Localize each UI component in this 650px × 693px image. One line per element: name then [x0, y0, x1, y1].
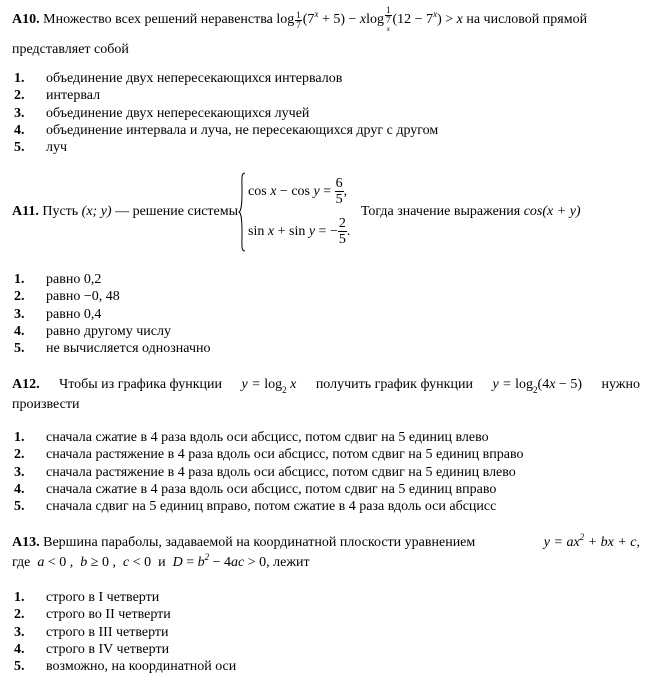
answer-option[interactable]: 4. объединение интервала и луча, не пересекающихся друг с другом [14, 122, 439, 138]
answer-option[interactable]: 3. объединение двух непересекающихся лучей [14, 105, 310, 121]
question-a12: A12. Чтобы из графика функции $y = \log_2 x$ получить график функции $y = \log_2(4x - 5)$ нужно произвести [12, 377, 640, 412]
question-number: A11. [12, 204, 39, 219]
answer-option[interactable]: 2. сначала растяжение в 4 раза вдоль оси абсцисс, потом сдвиг на 5 единиц вправо [14, 447, 524, 463]
question-number: A13. [12, 535, 40, 550]
question-number: A10. [12, 12, 40, 28]
answer-option[interactable]: 5. не вычисляется однозначно [14, 341, 211, 357]
answer-option[interactable]: 1. объединение двух непересекающихся интервалов [14, 71, 343, 86]
equation-system [238, 172, 350, 252]
answer-option[interactable]: 2. интервал [14, 88, 101, 104]
question-stem-line2: где a < 0 , b ≥ 0 , c < 0 и $D = b^2 - 4ac > 0$, лежит [12, 552, 310, 570]
parabola-formula: $y = ax^2$ + bx + c, [543, 532, 640, 550]
discriminant-formula: $D = b^2 - 4ac > 0$ [172, 552, 267, 570]
answer-option[interactable]: 2. равно −0, 48 [14, 289, 120, 305]
answer-option[interactable]: 5. возможно, на координатной оси [14, 659, 237, 675]
answer-option[interactable]: 4. строго в IV четверти [14, 641, 170, 657]
question-a10: A10. Множество всех решений неравенства log $\frac{1}{7}$ $(7^x + 5) - xlog$ 1 7 x $(12 - 7^x) > x$ на числовой прямой представляет собой [12, 6, 640, 60]
question-stem: A12. Чтобы из графика функции $y = \log_2 x$ получить график функции $y = \log_2(4x - 5)$ нужно [12, 377, 640, 395]
question-a13 [12, 533, 640, 573]
answer-option[interactable]: 3. строго в III четверти [14, 624, 169, 640]
question-a11 [12, 172, 640, 252]
answer-option[interactable]: 4. равно другому числу [14, 323, 171, 339]
answer-option[interactable]: 3. равно 0,4 [14, 306, 102, 322]
question-number: A12. [12, 377, 40, 392]
curly-brace-icon [238, 172, 246, 252]
answer-option[interactable]: 1. строго в I четверти [14, 590, 160, 605]
answer-options-a12 [12, 429, 523, 515]
system-equation-1: cos x − cos y = $\frac{6}{5}$ , [248, 176, 348, 208]
conditions-formula: a < 0 , b ≥ 0 , c < 0 [37, 555, 152, 570]
answer-option[interactable]: 5. луч [14, 140, 68, 156]
answer-options-a10 [12, 70, 438, 156]
answer-option[interactable]: 4. сначала сжатие в 4 раза вдоль оси абсцисс, потом сдвиг на 5 единиц вправо [14, 481, 497, 497]
answer-option[interactable]: 2. строго во II четверти [14, 607, 171, 623]
answer-option[interactable]: 1. равно 0,2 [14, 272, 102, 287]
answer-option[interactable]: 5. сначала сдвиг на 5 единиц вправо, потом сжатие в 4 раза вдоль оси абсцисс [14, 499, 497, 515]
answer-options-a11 [12, 271, 210, 357]
answer-option[interactable]: 1. сначала сжатие в 4 раза вдоль оси абсцисс, потом сдвиг на 5 единиц влево [14, 430, 489, 445]
function-formula-2: $y = \log_2(4x - 5)$ [492, 377, 582, 395]
question-stem: A10. Множество всех решений неравенства log $\frac{1}{7}$ $(7^x + 5) - xlog$ 1 7 x $(12 - 7^x) > x$ на числовой прямой [12, 5, 588, 33]
system-equation-2: sin x + sin y = − $\frac{2}{5}$ . [248, 216, 351, 248]
function-formula-1: $y = \log_2 x$ [241, 377, 297, 395]
answer-options-a13 [12, 589, 236, 675]
question-stem: A11. Пусть (x; y) — решение системы cos x − cos y = $\frac{6}{5}$ , sin x + sin y = − $\frac{2}{5}$ . Тогда значение выражения cos(x + y) [12, 172, 640, 252]
answer-option[interactable]: 3. сначала растяжение в 4 раза вдоль оси абсцисс, потом сдвиг на 5 единиц влево [14, 464, 516, 480]
inequality-formula: log $\frac{1}{7}$ $(7^x + 5) - xlog$ 1 7 x $(12 - 7^x) > x$ [276, 5, 463, 33]
question-stem: A13. Вершина параболы, задаваемой на координатной плоскости уравнением $y = ax^2$ + bx + c, [12, 533, 640, 553]
